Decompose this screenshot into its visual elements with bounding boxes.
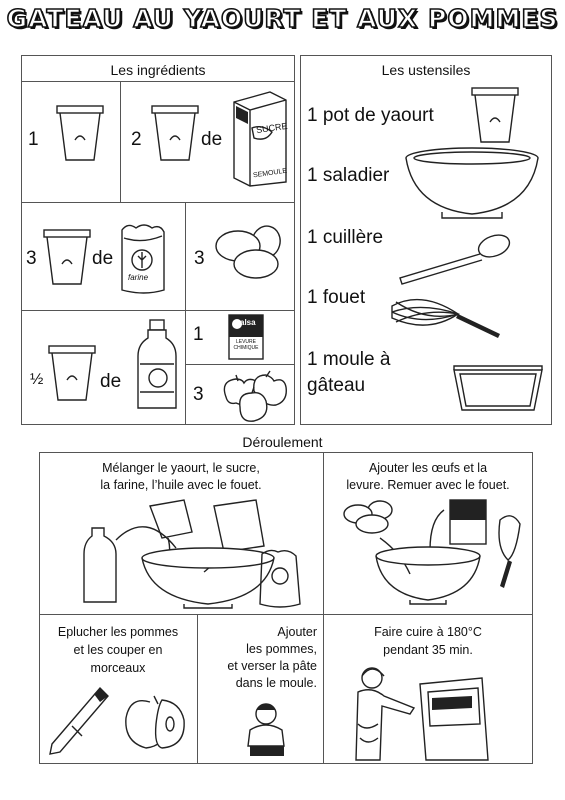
flour-count: 3 [26, 248, 37, 269]
step3-line3: morceaux [90, 661, 146, 675]
steps-header: Déroulement [242, 434, 323, 450]
utensil-cake-mold-line1: 1 moule à [307, 349, 391, 370]
yeast-brand: alsa [240, 318, 256, 327]
eggs-count: 3 [194, 248, 205, 269]
whisk-icon [388, 292, 504, 342]
loaf-pan-icon [452, 362, 544, 418]
sugar-count: 2 [131, 129, 142, 150]
page-title: GATEAU AU YAOURT ET AUX POMMES [6, 4, 559, 33]
apples-count: 3 [193, 384, 204, 405]
utensil-yogurt-pot: 1 pot de yaourt [307, 105, 434, 126]
flour-de: de [92, 248, 114, 269]
step2-line1: Ajouter les œufs et la [368, 461, 488, 475]
yogurt-count: 1 [28, 129, 39, 150]
ingredients-header: Les ingrédients [110, 62, 206, 78]
sugar-de: de [201, 129, 223, 150]
oil-de: de [100, 371, 122, 392]
step3-line1: Eplucher les pommes [57, 625, 179, 639]
step4-line2: les pommes, [246, 642, 317, 656]
spoon-icon [396, 232, 514, 286]
sugar-box-label-bottom: SEMOULE [252, 167, 288, 180]
utensil-bowl: 1 saladier [307, 165, 390, 186]
sugar-box-label-top: SUCRE [255, 120, 289, 136]
step4-line4: dans le moule. [235, 676, 317, 690]
oil-bottle-icon [134, 318, 180, 414]
step2-illustration [340, 498, 530, 612]
oven-baking-icon [348, 664, 498, 762]
yogurt-pot-icon [47, 344, 97, 404]
flour-bag-label: farine [128, 273, 149, 282]
apples-icon [218, 367, 288, 423]
step1-line1: Mélanger le yaourt, le sucre, [102, 461, 260, 475]
yogurt-pot-icon [470, 86, 520, 146]
step4-line1: Ajouter [277, 625, 317, 639]
step5-line2: pendant 35 min. [383, 643, 473, 657]
cut-apple-icon [120, 694, 194, 754]
eggs-icon [212, 220, 288, 284]
yogurt-pot-icon [42, 228, 92, 288]
yeast-count: 1 [193, 324, 204, 345]
utensil-spoon: 1 cuillère [307, 227, 384, 248]
oil-count: ½ [30, 371, 44, 388]
utensil-whisk: 1 fouet [307, 287, 366, 308]
yeast-label: LEVURE CHIMIQUE [233, 339, 259, 351]
step1-illustration [80, 500, 310, 612]
utensil-cake-mold-line2: gâteau [307, 375, 366, 396]
peeler-icon [42, 684, 118, 760]
step4-line3: et verser la pâte [227, 659, 317, 673]
mixing-bowl-icon [402, 146, 542, 226]
step1-line2: la farine, l’huile avec le fouet. [100, 478, 262, 492]
yogurt-pot-icon [55, 104, 105, 164]
step5-line1: Faire cuire à 180°C [374, 625, 482, 639]
yogurt-pot-icon [150, 104, 200, 164]
utensils-header: Les ustensiles [381, 62, 471, 78]
flour-bag-icon [114, 220, 170, 296]
step3-line2: et les couper en [73, 643, 163, 657]
step2-line2: levure. Remuer avec le fouet. [346, 478, 510, 492]
child-pouring-icon [232, 700, 302, 760]
